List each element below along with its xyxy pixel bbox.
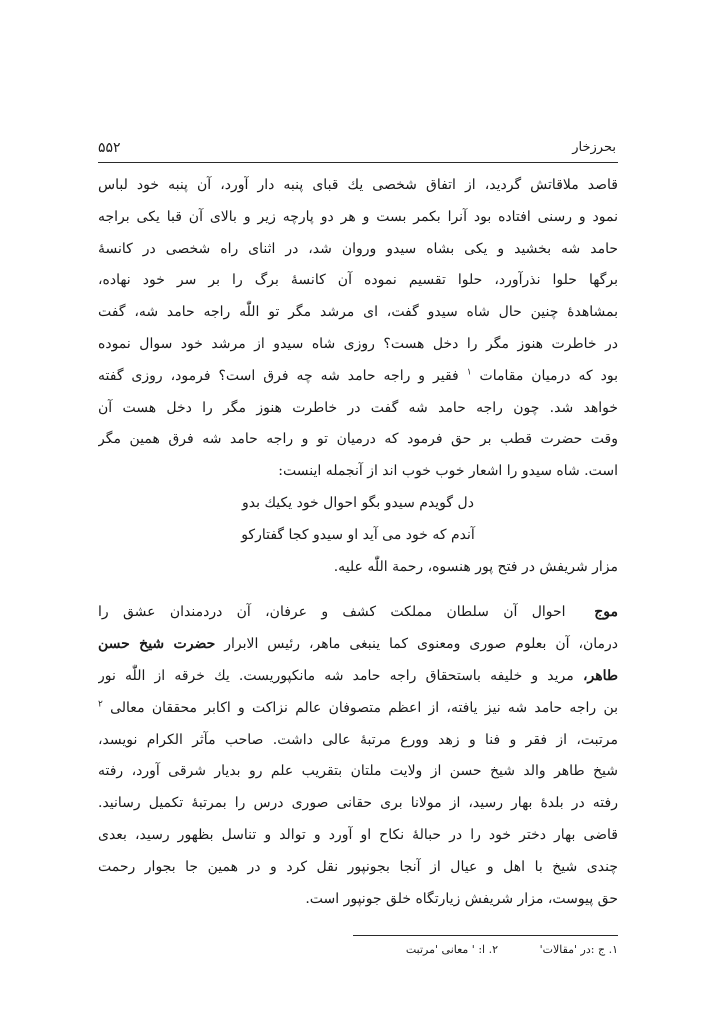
text-line: شیخ طاهر والد شیخ حسن از ولایت ملتان بتقریب علم رو بدیار شرقی آورد، رفته [98,763,618,780]
text-line [98,661,618,693]
page-header [98,136,616,162]
page-number: ۵۵۲ [98,140,121,156]
text-fragment: مرید و خلیفه باستحقاق راجه حامد شه مانکپوریست. یك خرقه از اللّٰه نور [98,667,574,684]
section-first-line [98,597,618,629]
text-line: چندی شیخ با اهل و عیال از آنجا بجونپور نقل کرد و در همین جا بجوار رحمت [98,858,618,875]
text-line: برگها حلوا نذرآورد، حلوا تقسیم نموده آن کانسهٔ برگ را بر سر خود نهاده، [98,272,618,289]
section-heading: موج [594,604,618,621]
text-line: مرتبت، از فقر و فنا و زهد وورع مرتبهٔ عالی داشت. صاحب مآثر الکرام نویسد، [98,731,618,748]
running-title: بحرزخار [572,140,616,155]
footnotes [353,939,618,963]
text-fragment: بود که درمیان مقامات [479,367,618,384]
text-fragment: درمان، آن بعلوم صوری ومعنوی کما ینبغی ماهر، رئیس الابرار [224,636,618,653]
text-fragment: احوال آن سلطان مملکت کشف و عرفان، آن دردمندان عشق را [98,604,566,621]
text-line: حامد شه بخشید و یکی بشاه سیدو وروان شد، در اثنای راه شخصی در کانسهٔ [98,240,618,257]
text-fragment: بن راجه حامد شه نیز یافته، از اعظم متصوفان عالم نزاکت و اکابر محققان معالی [110,699,618,716]
text-line: رفته در بلدهٔ بهار رسید، از مولانا بری حقانی صوری درس را بمرتبهٔ تکمیل رسانید. [98,795,618,812]
footnote-ref-2: ۲ [98,699,103,710]
text-line: است. شاه سیدو را اشعار خوب خوب اند از آنجمله اینست: [278,463,618,480]
text-line: در خاطرت هنوز مگر را دخل هست؟ روزی شاه سیدو از مرشد خود سوال نموده [98,335,618,352]
text-line: حق پیوست، مزار شریفش زیارتگاه خلق جونپور است. [305,890,618,907]
person-name: حضرت شیخ حسن [98,636,216,653]
text-fragment: فقیر و راجه حامد شه چه فرق است؟ فرمود، روزی گفته [98,367,459,384]
footnote-ref-1: ۱ [466,367,472,378]
shrine-line: مزار شریفش در فتح پور هنسوه، رحمة اللّٰه علیه. [333,558,618,575]
text-line: بمشاهدهٔ چنین حال شاه سیدو گفت، ای مرشد مگر تو اللّٰه راجه حامد شه، گفت [98,304,618,321]
footnote-2: ۲. ا: ' معانی 'مرتبت [405,943,498,956]
verse-line: آندم که خود می آید او سیدو کجا گفتارکو [241,526,475,543]
text-line: نمود و رسنی افتاده بود آنرا بکمر بست و هر دو پارچه زیر و بالای آن قبا یکی براجه [98,208,618,225]
person-name-continued: طاهر، [582,667,618,684]
text-line [98,361,618,393]
text-line: قاصد ملاقاتش گردید، از اتفاق شخصی یك قبای پنبه دار آورد، آن پنبه خود لباس [98,177,618,193]
body-text [98,170,618,915]
text-line [98,693,618,725]
text-line: وقت حضرت قطب بر حق فرمود که درمیان تو و راجه حامد شه فرق همین مگر [98,431,618,448]
paragraph-gap [98,583,618,597]
text-line: خواهد شد. چون راجه حامد شه گفت در خاطرت هنوز مگر را دخل هست آن [98,399,618,416]
header-rule [98,162,618,163]
footnote-1: ۱. ج :در 'مقالات' [539,943,618,956]
text-line [98,629,618,661]
text-line: قاضی بهار دختر خود را در حبالهٔ نکاح او آورد و توالد و تناسل بظهور رسید، بعدی [98,826,618,843]
verse-line: دل گویدم سیدو بگو احوال خود یکیك بدو [242,494,474,511]
footnote-rule [353,935,618,936]
